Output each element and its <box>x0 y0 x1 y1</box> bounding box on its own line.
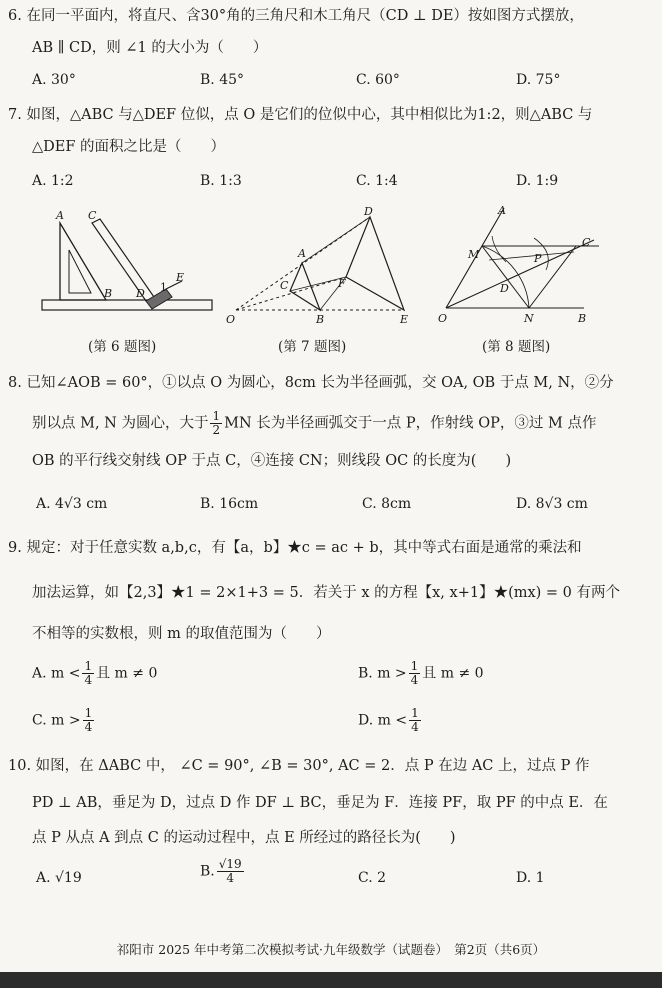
q6-line1: 6. 在同一平面内，将直尺、含30°角的三角尺和木工角尺（CD ⊥ DE）按如图方式摆放， <box>8 8 584 24</box>
q9-option-a: A. m < $\frac{1}{4}$ 且 m ≠ 0 <box>32 659 158 687</box>
fig7-label-o: O <box>226 313 236 326</box>
fig8-label-d: D <box>500 282 509 295</box>
fig8-label-p: P <box>534 252 542 265</box>
q10-option-d: D. 1 <box>516 870 545 886</box>
q8-fraction-half: $\frac{1}{2}$ <box>212 409 221 437</box>
q7-option-b: B. 1:3 <box>200 173 242 189</box>
scan-edge <box>0 972 662 988</box>
q6-line2: AB ∥ CD，则 ∠1 的大小为（ ） <box>32 40 268 56</box>
fig6-label-d: D <box>136 287 145 300</box>
page-footer: 祁阳市 2025 年中考第二次模拟考试·九年级数学（试题卷） 第2页（共6页） <box>116 942 546 957</box>
figure-6 <box>36 205 216 325</box>
q7-line1: 7. 如图，△ABC 与△DEF 位似，点 O 是它们的位似中心，其中相似比为1:2，则△ABC 与 <box>8 107 593 123</box>
ruler-shape <box>42 300 212 310</box>
fig7-label-f: F <box>338 277 346 290</box>
q8-option-a: A. 4√3 cm <box>36 496 108 512</box>
fig6-label-b: B <box>104 287 113 300</box>
fig8-label-o: O <box>438 312 448 325</box>
fig6-caption: (第 6 题图) <box>88 339 157 355</box>
q6-option-c: C. 60° <box>356 72 400 88</box>
fig7-label-e: E <box>400 313 409 326</box>
fig7-label-c: C <box>280 279 289 292</box>
q6-option-a: A. 30° <box>32 72 76 88</box>
q6-option-b: B. 45° <box>200 72 245 88</box>
q10-line1: 10. 如图，在 ΔABC 中， ∠C = 90°, ∠B = 30°, AC = 2．点 P 在边 AC 上，过点 P 作 <box>8 758 590 774</box>
fig8-label-b: B <box>578 312 587 325</box>
q8-option-b: B. 16cm <box>200 496 259 512</box>
q8-line2 <box>32 410 596 437</box>
triangle-abc <box>290 263 320 310</box>
q10-line2: PD ⊥ AB，垂足为 D，过点 D 作 DF ⊥ BC，垂足为 F．连接 PF，取 PF 的中点 E．在 <box>32 795 608 811</box>
fig8-label-c: C <box>582 236 591 249</box>
q9-option-b: B. m > $\frac{1}{4}$ 且 m ≠ 0 <box>358 659 484 687</box>
q10-option-a: A. √19 <box>36 870 82 886</box>
q9-option-c: C. m > $\frac{1}{4}$ <box>32 706 93 734</box>
triangle-def <box>346 217 404 310</box>
q7-option-a: A. 1:2 <box>32 173 74 189</box>
q8-line2-end: MN 长为半径画弧交于一点 P，作射线 OP，③过 M 点作 <box>224 415 597 432</box>
q9-option-d: D. m < $\frac{1}{4}$ <box>358 706 419 734</box>
q8-option-c: C. 8cm <box>362 496 412 512</box>
fig6-label-c: C <box>88 209 97 222</box>
fig6-label-1: 1 <box>160 281 167 294</box>
fig6-label-a: A <box>56 209 64 222</box>
figure-7 <box>222 205 422 330</box>
q8-line2-start: 别以点 M, N 为圆心，大于 <box>32 415 209 432</box>
fig6-label-e: E <box>176 271 185 284</box>
q7-option-c: C. 1:4 <box>356 173 398 189</box>
q9-line2: 加法运算，如【2,3】★1 = 2×1+3 = 5．若关于 x 的方程【x, x+1】★(mx) = 0 有两个 <box>32 585 621 601</box>
fig8-label-m: M <box>468 248 480 261</box>
fig8-label-a: A <box>498 204 506 217</box>
fig7-label-a: A <box>298 247 306 260</box>
fig8-caption: (第 8 题图) <box>482 339 551 355</box>
fig7-label-b: B <box>316 313 325 326</box>
q9-line1: 9. 规定：对于任意实数 a,b,c，有【a，b】★c = ac + b，其中等式右面是通常的乘法和 <box>8 540 582 556</box>
q9-line3: 不相等的实数根，则 m 的取值范围为（ ） <box>32 626 331 642</box>
figure-8 <box>434 200 609 330</box>
fig7-label-d: D <box>364 205 373 218</box>
q10-option-c: C. 2 <box>358 870 387 886</box>
set-square-outer <box>60 223 106 300</box>
q10-option-b: B. $\frac{√19}{4}$ <box>200 857 242 885</box>
fig7-caption: (第 7 题图) <box>278 339 347 355</box>
q8-option-d: D. 8√3 cm <box>516 496 588 512</box>
q7-option-d: D. 1:9 <box>516 173 559 189</box>
q10-line3: 点 P 从点 A 到点 C 的运动过程中，点 E 所经过的路径长为( ) <box>32 830 456 846</box>
q8-line3: OB 的平行线交射线 OP 于点 C，④连接 CN；则线段 OC 的长度为( ) <box>32 453 512 469</box>
q8-line1: 8. 已知∠AOB = 60°，①以点 O 为圆心，8cm 长为半径画弧，交 OA, OB 于点 M, N，②分 <box>8 375 614 391</box>
q6-option-d: D. 75° <box>516 72 561 88</box>
q7-line2: △DEF 的面积之比是（ ） <box>32 139 226 155</box>
fig8-label-n: N <box>524 312 534 325</box>
